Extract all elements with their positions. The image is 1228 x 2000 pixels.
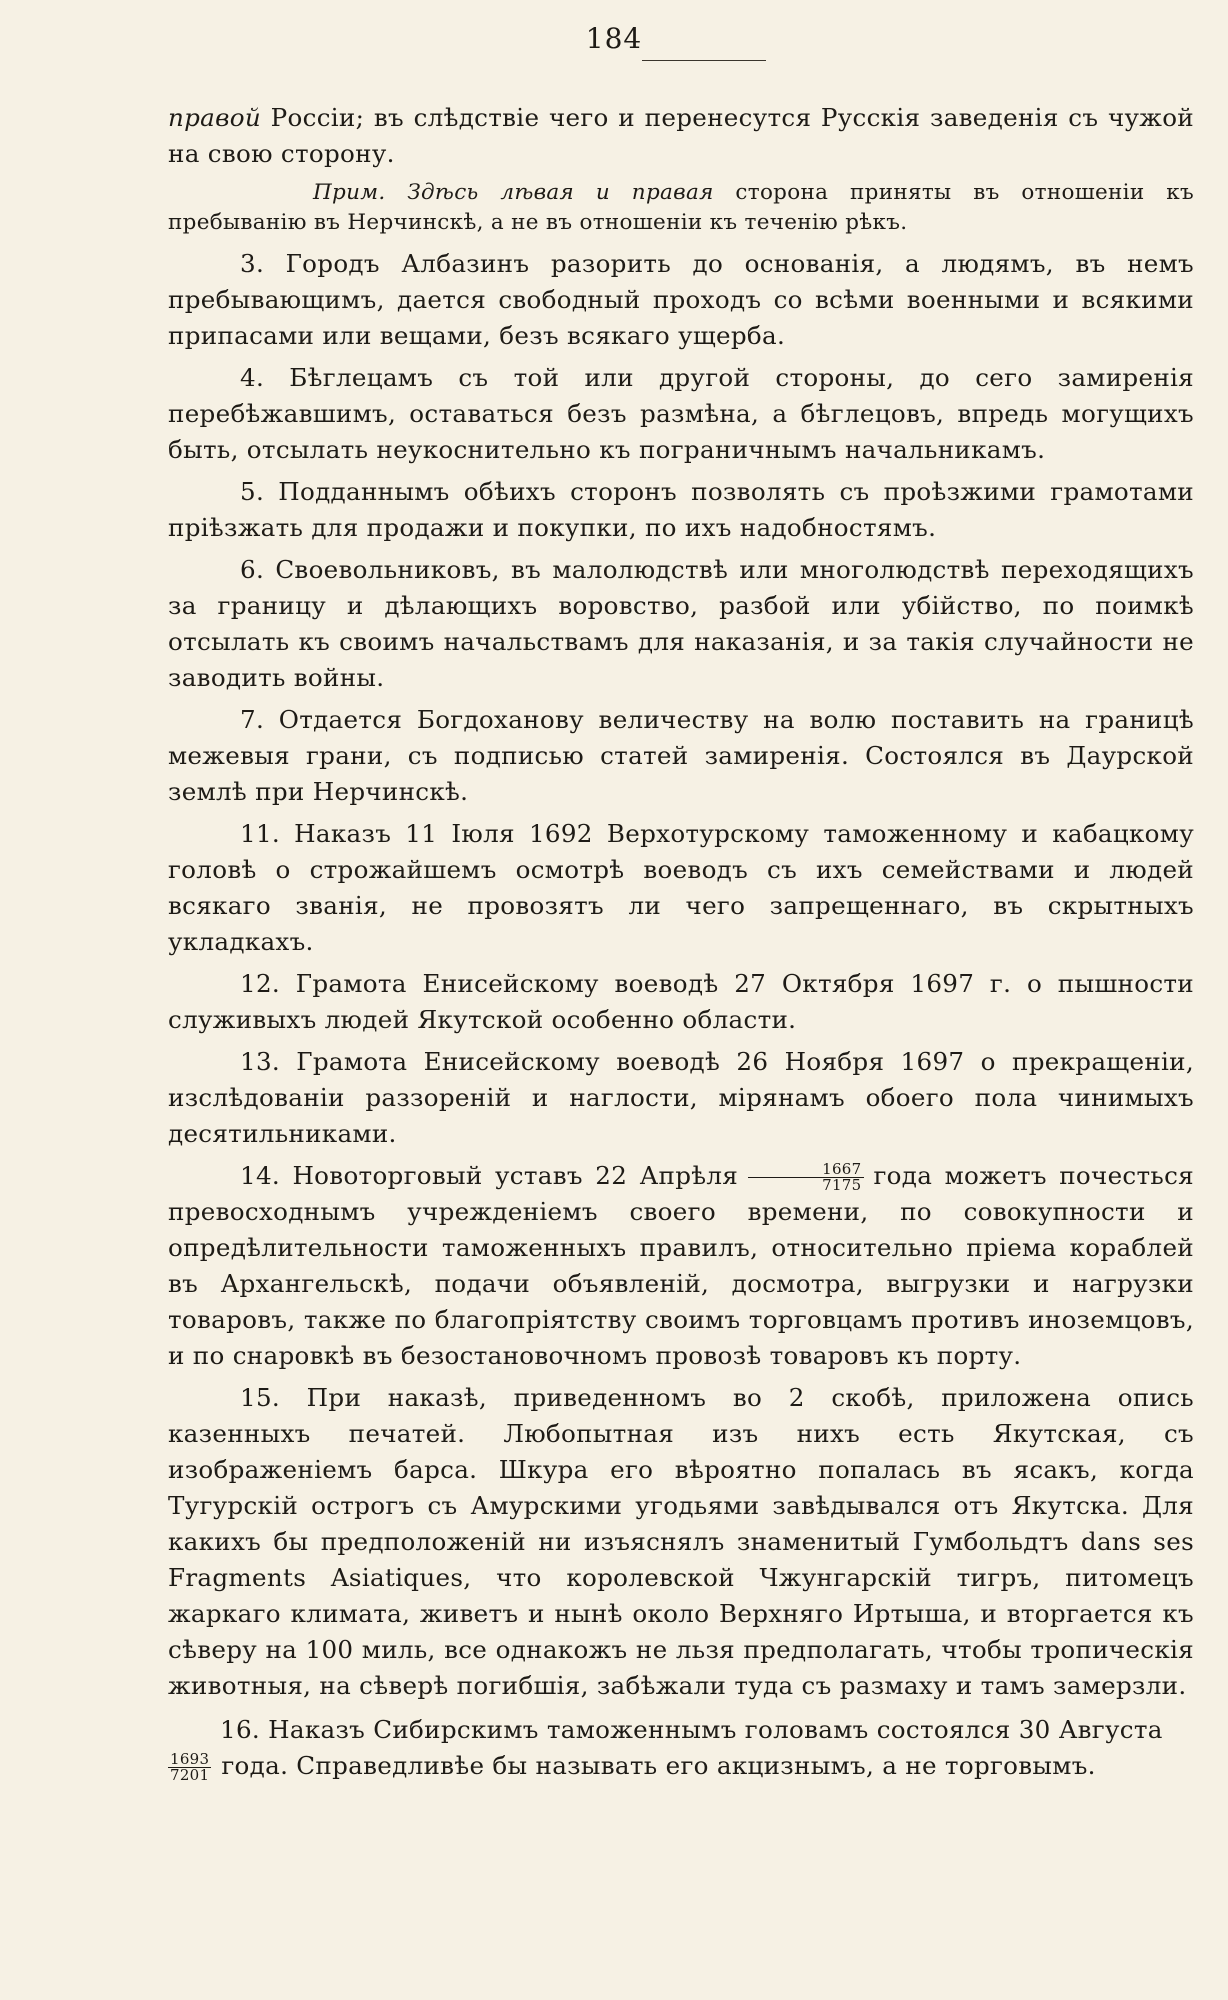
p16-line2: года. Справедливѣе бы называть его акцизнымъ, а не торговымъ.: [221, 1751, 1096, 1780]
body-text: [168, 100, 1194, 1784]
p14-after: года можетъ почесться превосходнымъ учрежденіемъ своего времени, по совокупности и опредѣлительности таможенныхъ правилъ, относительно пріема кораблей въ Архангельскѣ, подачи объявленій, досмотра, выгрузки и нагрузки товаровъ, также по благопріятству своимъ торговцамъ противъ иноземцовъ, и по снаровкѣ въ безостановочномъ провозѣ товаровъ къ порту.: [168, 1161, 1194, 1370]
header-rule: [642, 60, 766, 61]
paragraph-14: [168, 1158, 1194, 1374]
paragraph-13: 13. Грамота Енисейскому воеводѣ 26 Ноября 1697 о прекращеніи, изслѣдованіи раззореній и наглости, мірянамъ обоего пола чинимыхъ десятильниками.: [168, 1047, 1194, 1148]
footnote: [168, 178, 1194, 238]
p14-before: 14. Новоторговый уставъ 22 Апрѣля: [240, 1161, 739, 1190]
note-text: сторона приняты въ отношеніи къ пребыванію въ Нерчинскѣ, а не въ отношеніи къ теченію рѣкъ.: [168, 180, 1194, 235]
p16-frac-den: 7201: [170, 1766, 210, 1784]
paragraph-12: 12. Грамота Енисейскому воеводѣ 27 Октября 1697 г. о пышности служивыхъ людей Якутской особенно области.: [168, 969, 1194, 1034]
paragraph-11: 11. Наказъ 11 Іюля 1692 Верхотурскому таможенному и кабацкому головѣ о строжайшемъ осмотрѣ воеводъ съ ихъ семействами и людей всякаго званія, не провозятъ ли чего запрещеннаго, въ скрытныхъ укладкахъ.: [168, 819, 1194, 956]
opening-italic: правой: [168, 103, 262, 132]
page-number: 184: [585, 22, 643, 55]
p16-date-fraction: [168, 1752, 211, 1783]
paragraph-4: 4. Бѣглецамъ съ той или другой стороны, до сего замиренія перебѣжавшимъ, оставаться безъ размѣна, а бѣглецовъ, впредь могущихъ быть, отсылать неукоснительно къ пограничнымъ начальникамъ.: [168, 363, 1194, 464]
opening-text: Россіи; въ слѣдствіе чего и перенесутся Русскія заведенія съ чужой на свою сторону.: [168, 103, 1194, 168]
p14-frac-num: 1667: [748, 1162, 863, 1178]
paragraph-3: 3. Городъ Албазинъ разорить до основанія, а людямъ, въ немъ пребывающимъ, дается свободный проходъ со всѣми военными и всякими припасами или вещами, безъ всякаго ущерба.: [168, 249, 1194, 350]
note-italic: Прим. Здѣсь лѣвая и правая: [313, 180, 714, 205]
paragraph-15: 15. При наказѣ, приведенномъ во 2 скобѣ, приложена опись казенныхъ печатей. Любопытная изъ нихъ есть Якутская, съ изображеніемъ барса. Шкура его вѣроятно попалась въ ясакъ, когда Тугурскій острогъ съ Амурскими угодьями завѣдывался отъ Якутска. Для какихъ бы предположеній ни изъяснялъ знаменитый Гумбольдтъ dans ses Fragments Asiatiques, что королевской Чжунгарскій тигръ, питомецъ жаркаго климата, живетъ и нынѣ около Верхняго Иртыша, и вторгается къ сѣверу на 100 миль, все однакожъ не льзя предполагать, чтобы тропическія животныя, на сѣверѣ погибшія, забѣжали туда съ размаху и тамъ замерзли.: [168, 1383, 1194, 1700]
paragraph-16: [168, 1712, 1194, 1784]
p14-frac-den: 7175: [822, 1176, 862, 1194]
p16-line1: 16. Наказъ Сибирскимъ таможеннымъ головамъ состоялся 30 Августа: [220, 1715, 1163, 1744]
paragraph-5: 5. Подданнымъ обѣихъ сторонъ позволять съ проѣзжими грамотами пріѣзжать для продажи и покупки, по ихъ надобностямъ.: [168, 477, 1194, 542]
opening-paragraph: [168, 100, 1194, 172]
paragraph-7: 7. Отдается Богдоханову величеству на волю поставить на границѣ межевыя грани, съ подписью статей замиренія. Состоялся въ Даурской землѣ при Нерчинскѣ.: [168, 705, 1194, 806]
p14-date-fraction: [748, 1162, 863, 1193]
p16-frac-num: 1693: [170, 1750, 210, 1768]
paragraph-6: 6. Своевольниковъ, въ малолюдствѣ или многолюдствѣ переходящихъ за границу и дѣлающихъ воровство, разбой или убійство, по поимкѣ отсылать къ своимъ начальствамъ для наказанія, и за такія случайности не заводить войны.: [168, 555, 1194, 692]
p16-line2-wrap: [168, 1748, 1194, 1784]
